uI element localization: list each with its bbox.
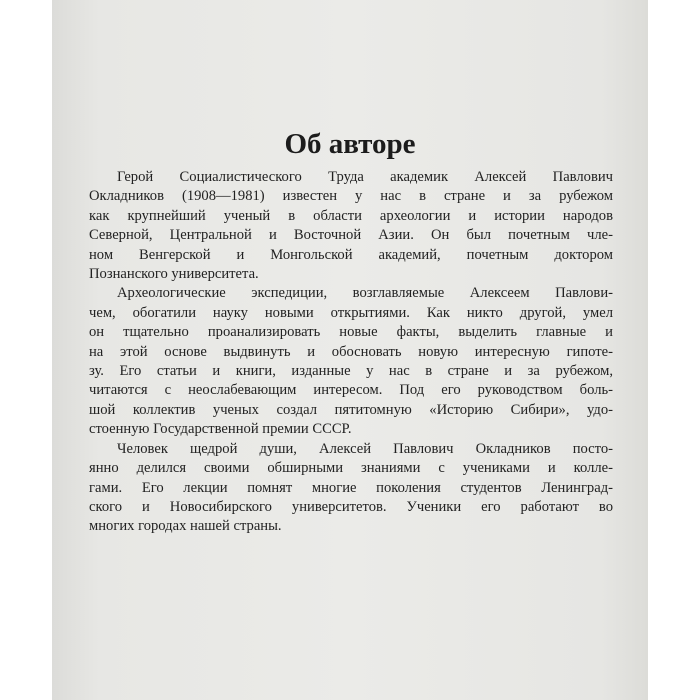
text-line: он тщательно проанализировать новые факты, выделить главные и bbox=[89, 324, 613, 341]
text-line: ского и Новосибирского университетов. Ученики его работают во bbox=[89, 498, 613, 515]
text-line: на этой основе выдвинуть и обосновать новую интересную гипоте- bbox=[89, 343, 613, 360]
book-page bbox=[52, 0, 648, 700]
article-body bbox=[89, 168, 613, 537]
paragraph-3 bbox=[89, 440, 613, 537]
text-line: чем, обогатили науку новыми открытиями. Как никто другой, умел bbox=[89, 304, 613, 321]
text-line: гами. Его лекции помнят многие поколения студентов Ленинград- bbox=[89, 479, 613, 496]
text-line: Герой Социалистического Труда академик Алексей Павлович bbox=[117, 169, 613, 185]
text-line: ном Венгерской и Монгольской академий, почетным доктором bbox=[89, 246, 613, 263]
text-line: шой коллектив ученых создал пятитомную «Историю Сибири», удо- bbox=[89, 401, 613, 418]
text-line: как крупнейший ученый в области археологии и истории народов bbox=[89, 207, 613, 224]
text-line: читаются с неослабевающим интересом. Под его руководством боль- bbox=[89, 382, 613, 399]
paragraph-2 bbox=[89, 284, 613, 439]
text-line: янно делился своими обширными знаниями с учениками и колле- bbox=[89, 460, 613, 477]
page-title: Об авторе bbox=[284, 128, 416, 160]
text-line: многих городах нашей страны. bbox=[89, 518, 282, 535]
text-line: зу. Его статьи и книги, изданные у нас в стране и за рубежом, bbox=[89, 363, 613, 380]
text-line: Познанского университета. bbox=[89, 266, 259, 283]
text-line: Северной, Центральной и Восточной Азии. Он был почетным чле- bbox=[89, 227, 613, 244]
text-line: стоенную Государственной премии СССР. bbox=[89, 421, 352, 438]
text-line: Окладников (1908—1981) известен у нас в стране и за рубежом bbox=[89, 188, 613, 205]
text-line: Археологические экспедиции, возглавляемые Алексеем Павлови- bbox=[117, 285, 613, 302]
paragraph-1 bbox=[89, 168, 613, 284]
text-line: Человек щедрой души, Алексей Павлович Окладников посто- bbox=[117, 440, 613, 457]
